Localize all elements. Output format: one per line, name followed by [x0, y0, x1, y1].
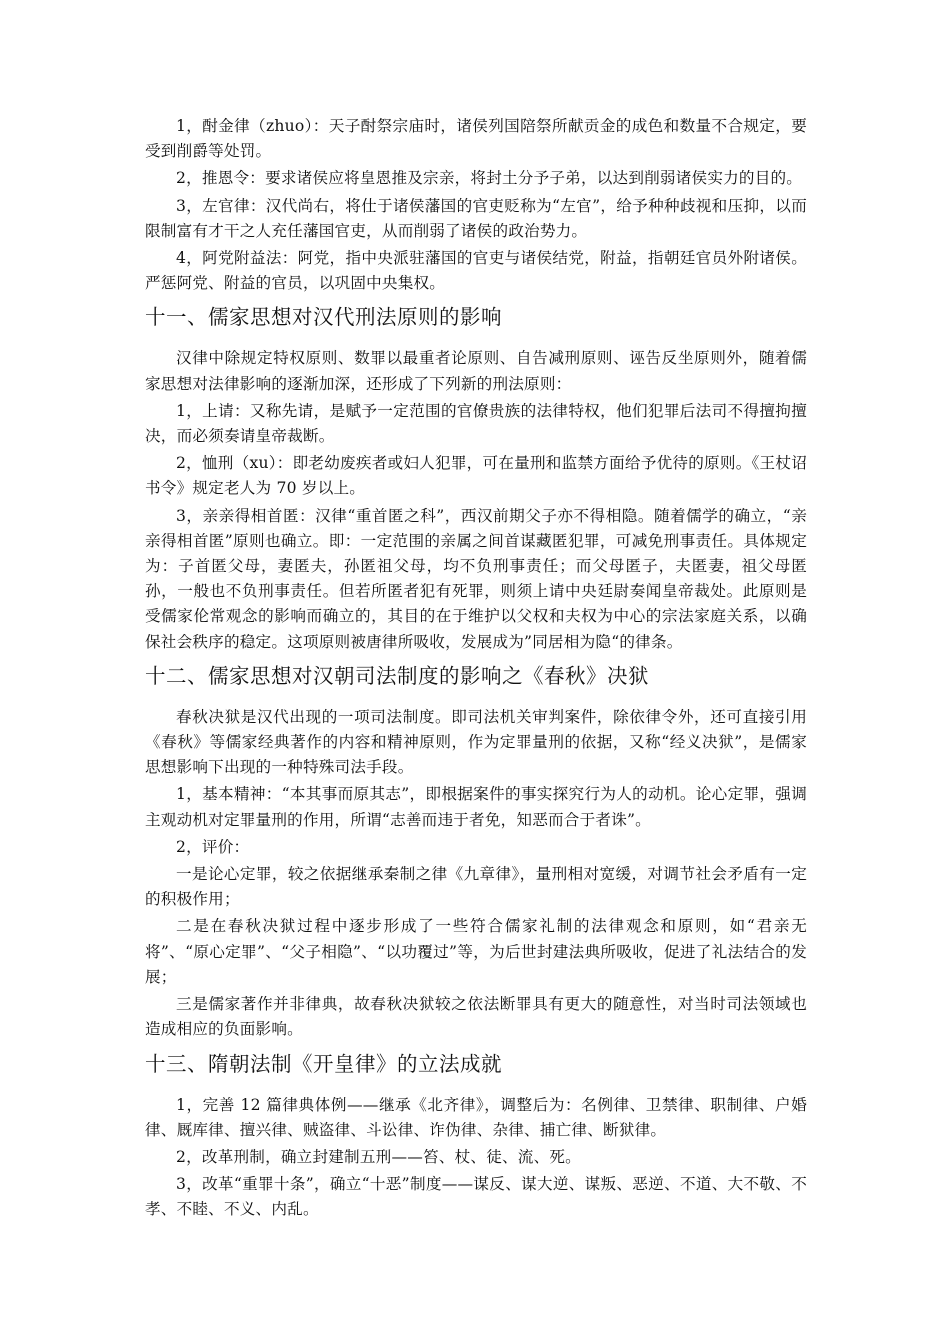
paragraph-twelve-chapters: 1，完善 12 篇律典体例——继承《北齐律》，调整后为：名例律、卫禁律、职制律、户婚律、厩库律、擅兴律、贼盗律、斗讼律、诈伪律、杂律、捕亡律、断狱律。 — [145, 1095, 807, 1139]
section-heading-13: 十三、隋朝法制《开皇律》的立法成就 — [145, 1051, 502, 1076]
paragraph-shangqing: 1，上请：又称先请，是赋予一定范围的官僚贵族的法律特权，他们犯罪后法司不得擅拘擅决，而必须奏请皇帝裁断。 — [145, 401, 807, 446]
paragraph-zuoguan-law: 3，左官律：汉代尚右，将仕于诸侯藩国的官吏贬称为“左官”，给予种种歧视和压抑，以而限制富有才干之人充任藩国官吏，从而削弱了诸侯的政治势力。 — [145, 196, 807, 240]
paragraph-ten-abominations: 3，改革“重罪十条”，确立“十恶”制度——谋反、谋大逆、谋叛、恶逆、不道、大不敬、不孝、不睦、不义、内乱。 — [145, 1175, 807, 1219]
paragraph-basic-spirit: 1，基本精神：“本其事而原其志”，即根据案件的事实探究行为人的动机。论心定罪，强调主观动机对定罪量刑的作用，所谓“志善而违于者免，知恶而合于者诛”。 — [145, 785, 807, 829]
document-page — [145, 114, 807, 1225]
paragraph-section-11-intro: 汉律中除规定特权原则、数罪以最重者论原则、自告减刑原则、诬告反坐原则外，随着儒家思想对法律影响的逐渐加深，还形成了下列新的刑法原则： — [145, 349, 807, 393]
paragraph-five-punishments: 2，改革刑制，确立封建制五刑——笞、杖、徒、流、死。 — [176, 1147, 581, 1166]
paragraph-qinqin-shouni: 3，亲亲得相首匿：汉律“重首匿之科”，西汉前期父子亦不得相隐。随着儒学的确立，“亲亲得相首匿”原则也确立。即：一定范围的亲属之间首谋藏匿犯罪，可减免刑事责任。具体规定为：子首匿父母，妻匿夫，孙匿祖父母，均不负刑事责任；而父母匿子，夫匿妻，祖父母匿孙，一般也不负刑事责任。但若所匿者犯有死罪，则须上请中央廷尉奏闻皇帝裁处。此原则是受儒家伦常观念的影响而确立的，其目的在于维护以父权和夫权为中心的宗法家庭关系，以确保社会秩序的稳定。这项原则被唐律所吸收，发展成为”同居相为隐“的律条。 — [145, 506, 807, 651]
paragraph-evaluation: 2，评价： — [176, 837, 250, 856]
paragraph-evaluation-three: 三是儒家著作并非律典，故春秋决狱较之依法断罪具有更大的随意性，对当时司法领域也造成相应的负面影响。 — [145, 995, 807, 1039]
paragraph-adang-fuyi-law: 4，阿党附益法：阿党，指中央派驻藩国的官吏与诸侯结党，附益，指朝廷官员外附诸侯。严惩阿党、附益的官员，以巩固中央集权。 — [145, 249, 807, 293]
paragraph-evaluation-two: 二是在春秋决狱过程中逐步形成了一些符合儒家礼制的法律观念和原则，如“君亲无将”、“原心定罪”、“父子相隐”、“以功覆过”等，为后世封建法典所吸收，促进了礼法结合的发展； — [145, 917, 807, 986]
paragraph-xuxing: 2，恤刑（xu）：即老幼废疾者或妇人犯罪，可在量刑和监禁方面给予优待的原则。《王杖诏书令》规定老人为 70 岁以上。 — [145, 454, 807, 498]
paragraph-zhoujin-law: 1，酎金律（zhuo）：天子酎祭宗庙时，诸侯列国陪祭所献贡金的成色和数量不合规定，要受到削爵等处罚。 — [145, 117, 807, 161]
paragraph-evaluation-one: 一是论心定罪，较之依据继承秦制之律《九章律》，量刑相对宽缓，对调节社会矛盾有一定的积极作用； — [145, 865, 807, 909]
section-heading-11: 十一、儒家思想对汉代刑法原则的影响 — [145, 305, 502, 330]
paragraph-section-12-intro: 春秋决狱是汉代出现的一项司法制度。即司法机关审判案件，除依律令外，还可直接引用《春秋》等儒家经典著作的内容和精神原则，作为定罪量刑的依据，又称“经义决狱”，是儒家思想影响下出现的一种特殊司法手段。 — [145, 707, 807, 777]
paragraph-tuien-decree: 2，推恩令：要求诸侯应将皇恩推及宗亲，将封土分予子弟，以达到削弱诸侯实力的目的。 — [176, 169, 803, 188]
section-heading-12: 十二、儒家思想对汉朝司法制度的影响之《春秋》决狱 — [145, 663, 649, 688]
